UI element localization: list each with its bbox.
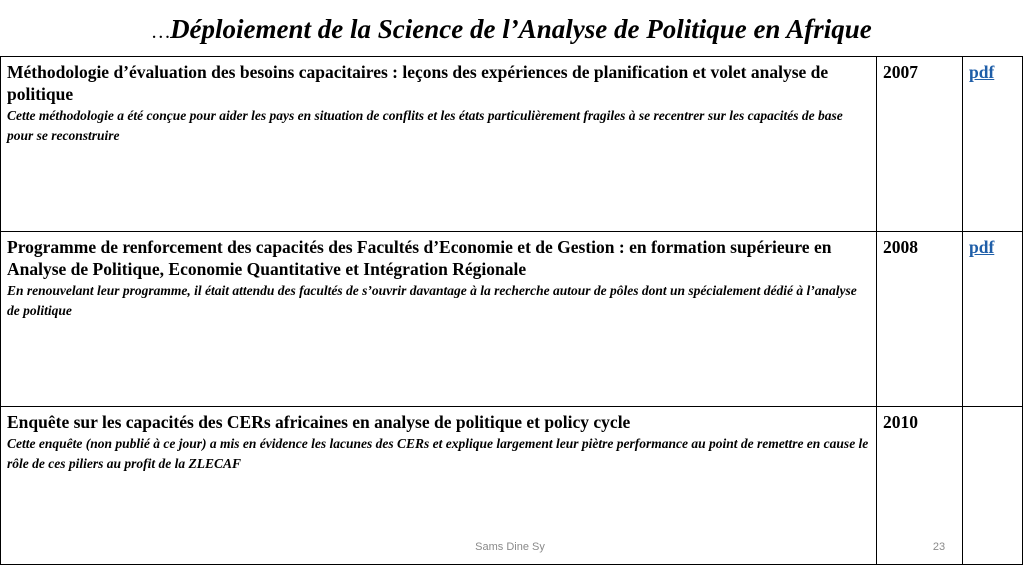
- title-ellipsis: …: [152, 21, 171, 43]
- footer-author: Sams Dine Sy: [475, 541, 545, 553]
- description-cell: [1, 57, 877, 232]
- item-title: Méthodologie d’évaluation des besoins capacitaires : leçons des expériences de planification et volet analyse de politique: [7, 62, 829, 104]
- item-year: 2008: [883, 237, 918, 257]
- item-year: 2007: [883, 62, 918, 82]
- link-cell: [963, 57, 1023, 232]
- item-description: Cette enquête (non publié à ce jour) a mis en évidence les lacunes des CERs et explique largement leur piètre performance au point de remettre en cause le rôle de ces piliers au profit de la ZLECAF: [7, 436, 869, 471]
- description-cell: [1, 407, 877, 565]
- pdf-link[interactable]: pdf: [969, 237, 995, 257]
- page-number: 23: [932, 541, 946, 553]
- year-cell: [877, 232, 963, 407]
- item-title: Enquête sur les capacités des CERs africaines en analyse de politique et policy cycle: [7, 412, 631, 432]
- pdf-link[interactable]: pdf: [969, 62, 995, 82]
- item-title: Programme de renforcement des capacités des Facultés d’Economie et de Gestion : en formation supérieure en Analyse de Politique, Economie Quantitative et Intégration Régionale: [7, 237, 832, 279]
- slide-title: [0, 12, 1024, 49]
- item-description: Cette méthodologie a été conçue pour aider les pays en situation de conflits et les états particulièrement fragiles à se recentrer sur les capacités de base pour se reconstruire: [7, 108, 843, 143]
- link-cell: [963, 232, 1023, 407]
- item-year: 2010: [883, 412, 918, 432]
- publications-table: [0, 56, 1023, 565]
- title-text: Déploiement de la Science de l’Analyse de Politique en Afrique: [170, 14, 872, 44]
- description-cell: [1, 232, 877, 407]
- link-cell: [963, 407, 1023, 565]
- item-description: En renouvelant leur programme, il était attendu des facultés de s’ouvrir davantage à la recherche autour de pôles dont un spécialement dédié à l’analyse de politique: [7, 283, 857, 318]
- table-row: [1, 232, 1023, 407]
- table-row: [1, 57, 1023, 232]
- year-cell: [877, 57, 963, 232]
